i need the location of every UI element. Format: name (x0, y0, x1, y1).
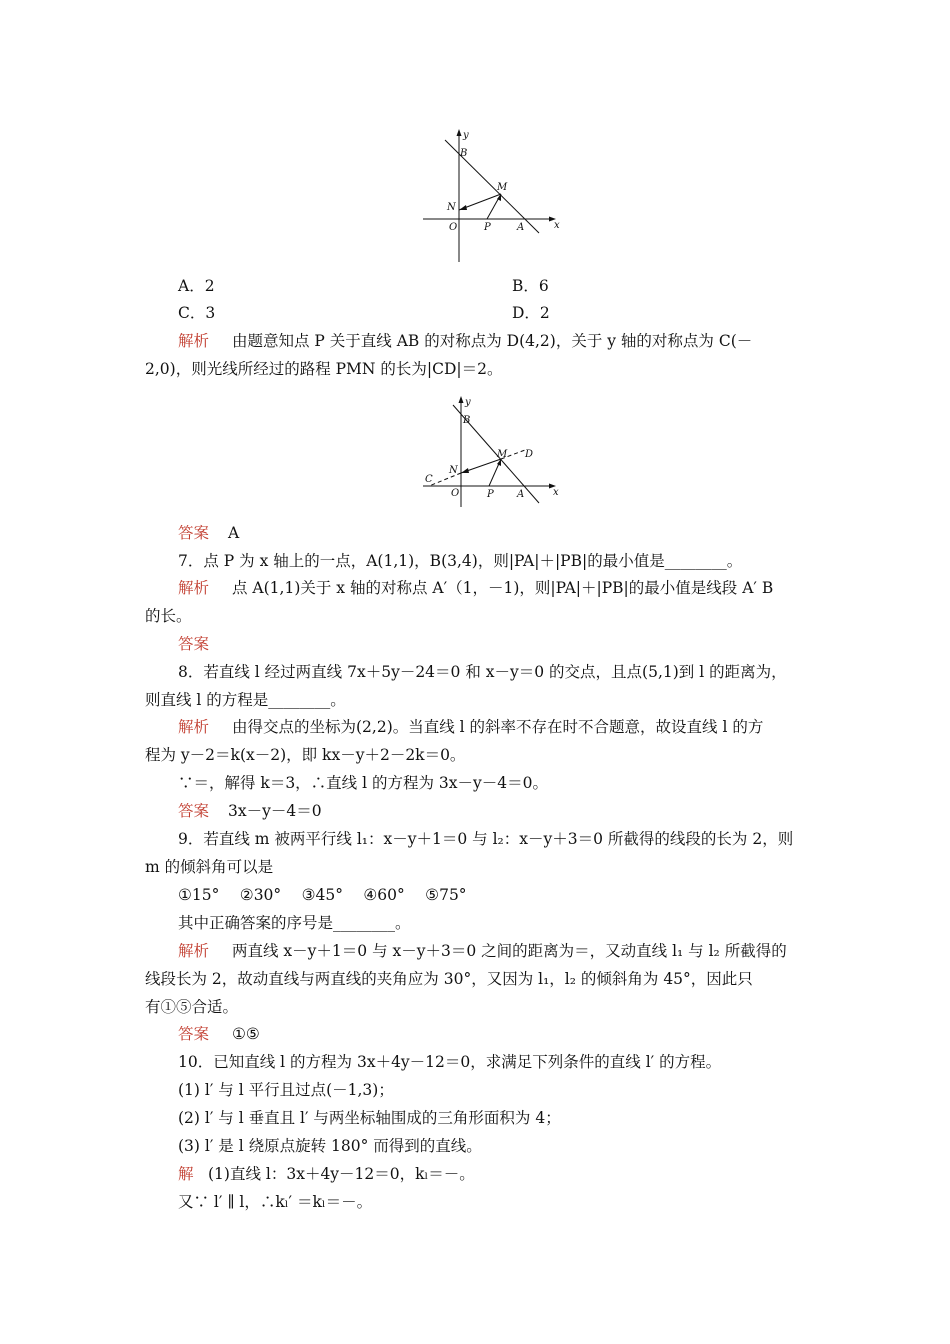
q9-answer-value: ①⑤ (232, 1025, 260, 1043)
q10-solution-line1: (1)直线 l：3x＋4y－12＝0，kₗ＝－。 (208, 1165, 475, 1183)
option-c: C．3 (178, 304, 216, 322)
q9-question-line2: m 的倾斜角可以是 (145, 858, 274, 876)
q7-analysis-line2: 的长。 (145, 607, 192, 625)
q6-answer-value: A (228, 524, 240, 542)
q9-analysis-line2: 线段长为 2，故动直线与两直线的夹角应为 30°，又因为 l₁，l₂ 的倾斜角为 45°，因此只 (145, 970, 753, 988)
q8-answer-label: 答案 (178, 802, 210, 820)
fig2-label-y: y (465, 397, 471, 408)
fig2-label-x: x (553, 487, 559, 498)
fig2-label-o: O (451, 488, 460, 499)
q6-analysis-line2: 2,0)，则光线所经过的路程 PMN 的长为|CD|＝2。 (145, 360, 503, 378)
fig1-label-n: N (447, 202, 456, 213)
q8-question-line2: 则直线 l 的方程是________。 (145, 691, 346, 709)
fig1-label-x: x (554, 220, 560, 231)
fig1-label-m: M (497, 182, 508, 193)
fig2-label-m: M (497, 449, 508, 460)
q10-solution-label: 解 (178, 1165, 194, 1183)
q10-sub1: (1) l′ 与 l 平行且过点(－1,3)； (178, 1081, 394, 1099)
q9-analysis-line3: 有①⑤合适。 (145, 998, 239, 1016)
q10-sub3: (3) l′ 是 l 绕原点旋转 180° 而得到的直线。 (178, 1137, 482, 1155)
option-d: D．2 (512, 304, 550, 322)
q7-analysis-label: 解析 (178, 579, 210, 597)
q9-options: ①15° ②30° ③45° ④60° ⑤75° (178, 886, 467, 904)
q10-sub2: (2) l′ 与 l 垂直且 l′ 与两坐标轴围成的三角形面积为 4； (178, 1109, 561, 1127)
fig2-label-n: N (449, 465, 458, 476)
q7-answer-label: 答案 (178, 635, 210, 653)
fig2-label-p: P (487, 489, 494, 500)
q10-question: 10．已知直线 l 的方程为 3x＋4y－12＝0，求满足下列条件的直线 l′ 的方程。 (178, 1053, 722, 1071)
q8-analysis-label: 解析 (178, 718, 210, 736)
q6-analysis-label: 解析 (178, 332, 210, 350)
fig2-label-d: D (525, 449, 534, 460)
fig1-label-o: O (449, 222, 458, 233)
option-a: A．2 (178, 277, 215, 295)
q8-answer-value: 3x－y－4＝0 (228, 802, 322, 820)
fig2-label-c: C (425, 474, 433, 485)
q8-analysis-line2: 程为 y－2＝k(x－2)，即 kx－y＋2－2k＝0。 (145, 746, 466, 764)
q9-answer-label: 答案 (178, 1025, 210, 1043)
fig1-label-a: A (517, 222, 525, 233)
fig1-label-p: P (484, 222, 491, 233)
q9-analysis-label: 解析 (178, 942, 210, 960)
q9-question-line3: 其中正确答案的序号是________。 (178, 914, 411, 932)
option-b: B．6 (512, 277, 549, 295)
q7-analysis-line1: 点 A(1,1)关于 x 轴的对称点 A′（1，－1)，则|PA|＋|PB|的最小值是线段 A′ B (232, 579, 774, 597)
figure-2 (415, 393, 565, 511)
q10-solution-line2: 又∵ l′ ∥ l，∴kₗ′ ＝kₗ＝－。 (178, 1193, 373, 1211)
q8-analysis-line1: 由得交点的坐标为(2,2)。当直线 l 的斜率不存在时不合题意，故设直线 l 的方 (232, 718, 764, 736)
q7-question: 7．点 P 为 x 轴上的一点，A(1,1)，B(3,4)，则|PA|＋|PB|的最小值是________。 (178, 552, 743, 570)
figure-1 (415, 126, 565, 266)
fig1-label-y: y (463, 130, 469, 141)
q9-analysis-line1: 两直线 x－y＋1＝0 与 x－y＋3＝0 之间的距离为＝，又动直线 l₁ 与 l₂ 所截得的 (232, 942, 787, 960)
q9-question-line1: 9．若直线 m 被两平行线 l₁：x－y＋1＝0 与 l₂：x－y＋3＝0 所截得的线段的长为 2，则 (178, 830, 794, 848)
fig2-label-b: B (463, 415, 471, 426)
fig2-label-a: A (517, 489, 525, 500)
q8-analysis-line3: ∵＝，解得 k＝3，∴直线 l 的方程为 3x－y－4＝0。 (178, 774, 549, 792)
q6-answer-label: 答案 (178, 524, 210, 542)
q6-analysis-line1: 由题意知点 P 关于直线 AB 的对称点为 D(4,2)，关于 y 轴的对称点为 C(－ (232, 332, 753, 350)
q8-question-line1: 8．若直线 l 经过两直线 7x＋5y－24＝0 和 x－y＝0 的交点，且点(5,1)到 l 的距离为， (178, 663, 787, 681)
fig1-label-b: B (460, 148, 468, 159)
